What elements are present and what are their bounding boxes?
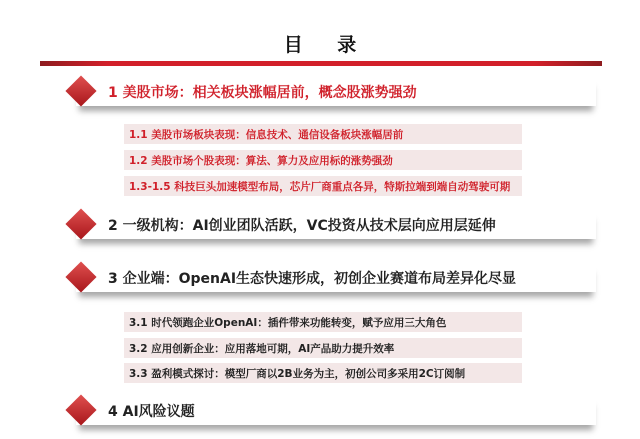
section-label: 4 AI风险议题 [108,404,195,420]
diamond-bullet-icon [65,208,96,239]
section-3[interactable] [76,262,596,292]
subsection-3-1[interactable] [124,312,522,332]
subsection-1-3[interactable] [124,176,522,196]
subsection-1-2[interactable] [124,150,522,170]
diamond-bullet-icon [65,394,96,425]
subsection-label: 1.3-1.5 科技巨头加速模型布局，芯片厂商重点各异，特斯拉端到端自动驾驶可期 [129,181,511,193]
subsection-label: 1.2 美股市场个股表现：算法、算力及应用标的涨势强劲 [129,155,393,167]
title-divider [40,61,602,66]
page-title: 目 录 [283,34,371,56]
section-label: 3 企业端：OpenAI生态快速形成，初创企业赛道布局差异化尽显 [108,271,517,287]
subsection-3-2[interactable] [124,338,522,358]
section-1[interactable] [76,76,596,106]
subsection-label: 3.2 应用创新企业：应用落地可期，AI产品助力提升效率 [129,343,395,355]
subsection-label: 3.3 盈利模式探讨：模型厂商以2B业务为主，初创公司多采用2C订阅制 [129,368,466,380]
subsection-label: 1.1 美股市场板块表现：信息技术、通信设备板块涨幅居前 [129,129,404,141]
diamond-bullet-icon [65,75,96,106]
subsection-1-1[interactable] [124,124,522,144]
section-label: 1 美股市场：相关板块涨幅居前，概念股涨势强劲 [108,85,417,101]
subsection-label: 3.1 时代领跑企业OpenAI：插件带来功能转变，赋予应用三大角色 [129,317,447,329]
section-2[interactable] [76,209,596,239]
diamond-bullet-icon [65,261,96,292]
subsection-3-3[interactable] [124,363,522,383]
section-4[interactable] [76,395,596,425]
section-label: 2 一级机构：AI创业团队活跃，VC投资从技术层向应用层延伸 [108,218,496,234]
